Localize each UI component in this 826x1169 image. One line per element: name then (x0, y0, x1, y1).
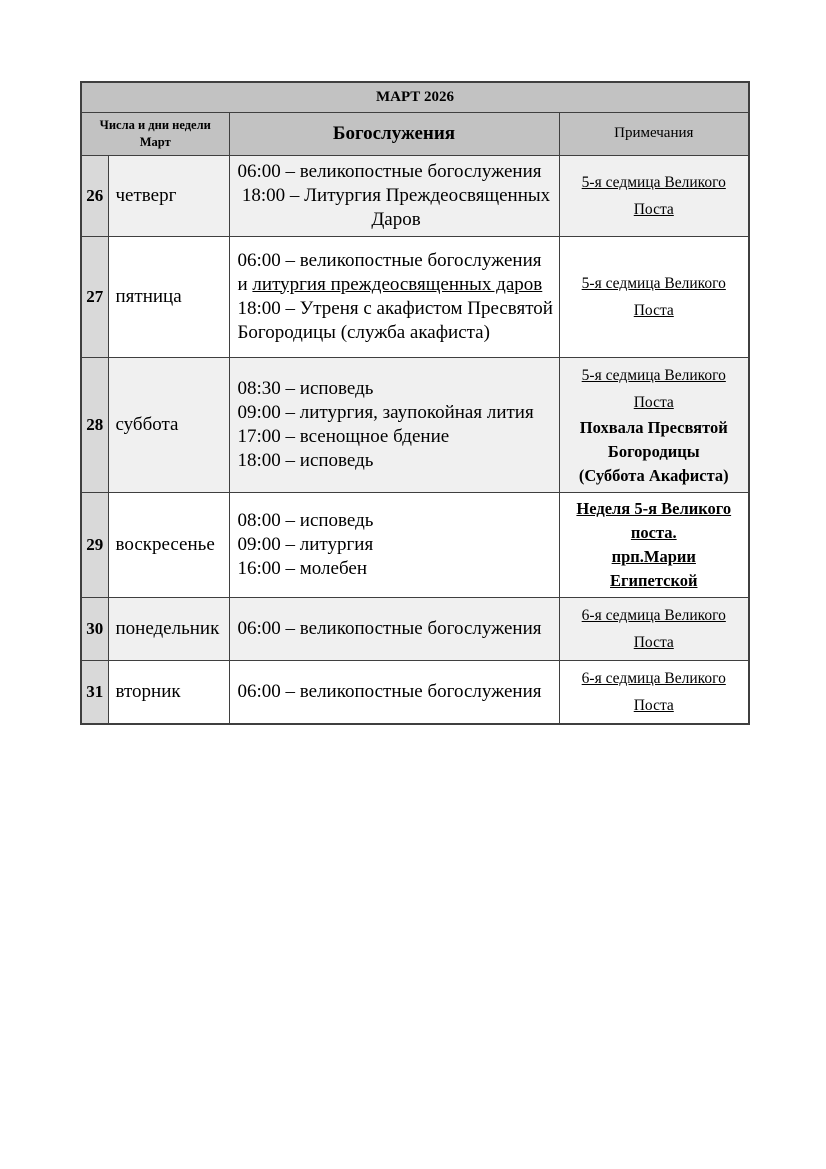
table-row (81, 236, 749, 357)
column-header-notes: Примечания (559, 112, 749, 155)
notes-cell (559, 597, 749, 660)
service-line: 08:00 – исповедь (237, 509, 374, 531)
service-line: 18:00 – исповедь (237, 449, 374, 471)
table-title-row (81, 82, 749, 112)
service-line: 06:00 – великопостные богослужения (237, 249, 542, 271)
date-cell: 27 (81, 236, 108, 357)
service-line: и литургия преждеосвященных даров (237, 273, 543, 295)
date-cell: 28 (81, 357, 108, 492)
day-cell: воскресенье (108, 492, 229, 597)
services-cell (229, 155, 559, 236)
day-cell: понедельник (108, 597, 229, 660)
day-cell: вторник (108, 660, 229, 724)
note-line: 5-я седмица Великого Поста (581, 274, 726, 319)
service-line: 09:00 – литургия, заупокойная лития (237, 401, 534, 423)
services-cell (229, 236, 559, 357)
table-row (81, 660, 749, 724)
note-line: 5-я седмица Великого Поста (581, 366, 726, 411)
column-header-dates: Числа и дни недели Март (81, 112, 229, 155)
table-row (81, 357, 749, 492)
notes-cell (559, 660, 749, 724)
note-line: Неделя 5-я Великого поста. (576, 498, 732, 542)
day-cell: пятница (108, 236, 229, 357)
notes-cell (559, 492, 749, 597)
service-line: 09:00 – литургия (237, 533, 374, 555)
table-header-row (81, 112, 749, 155)
service-line: 06:00 – великопостные богослужения (237, 160, 542, 182)
service-line: 18:00 – Литургия Преждеосвященных Даров (241, 184, 551, 230)
schedule-body (81, 155, 749, 724)
day-cell: четверг (108, 155, 229, 236)
services-cell (229, 357, 559, 492)
note-line: 5-я седмица Великого Поста (581, 173, 726, 218)
note-line: (Суббота Акафиста) (578, 465, 729, 485)
table-row (81, 492, 749, 597)
day-cell: суббота (108, 357, 229, 492)
notes-cell (559, 155, 749, 236)
service-line: 16:00 – молебен (237, 557, 367, 579)
services-cell (229, 597, 559, 660)
table-row (81, 155, 749, 236)
note-line: прп.Марии Египетской (610, 546, 698, 590)
note-line: 6-я седмица Великого Поста (581, 669, 726, 714)
note-line: Похвала Пресвятой Богородицы (579, 417, 728, 461)
column-header-services: Богослужения (229, 112, 559, 155)
service-line: 17:00 – всенощное бдение (237, 425, 450, 447)
service-line: 08:30 – исповедь (237, 377, 374, 399)
date-cell: 29 (81, 492, 108, 597)
notes-cell (559, 357, 749, 492)
services-cell (229, 492, 559, 597)
date-cell: 26 (81, 155, 108, 236)
schedule-table (80, 81, 750, 725)
service-line: 06:00 – великопостные богослужения (237, 617, 542, 639)
date-cell: 30 (81, 597, 108, 660)
date-cell: 31 (81, 660, 108, 724)
note-line: 6-я седмица Великого Поста (581, 606, 726, 651)
table-title: МАРТ 2026 (81, 82, 749, 112)
table-row (81, 597, 749, 660)
service-line: 06:00 – великопостные богослужения (237, 680, 542, 702)
notes-cell (559, 236, 749, 357)
services-cell (229, 660, 559, 724)
service-line: 18:00 – Утреня с акафистом Пресвятой Богородицы (служба акафиста) (237, 297, 553, 343)
